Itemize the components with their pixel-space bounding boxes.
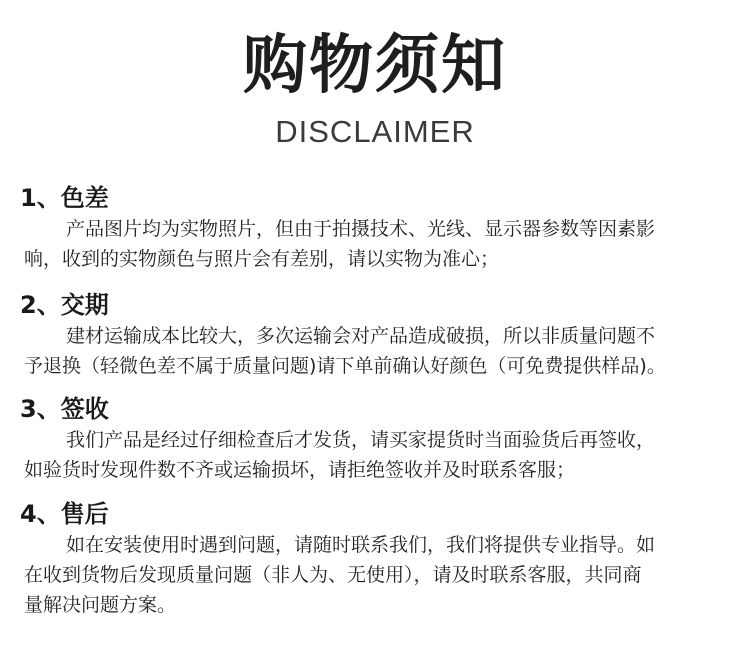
section-text-line: 如验货时发现件数不齐或运输损坏，请拒绝签收并及时联系客服； [24, 459, 576, 481]
section-heading: 1、色差 [20, 184, 109, 212]
page-title: 购物须知 [243, 29, 507, 103]
section-text-line: 产品图片均为实物照片，但由于拍摄技术、光线、显示器参数等因素影 [66, 218, 656, 240]
section-heading: 4、售后 [20, 500, 109, 528]
section-text-line: 在收到货物后发现质量问题（非人为、无使用），请及时联系客服，共同商 [24, 564, 642, 586]
section-text-line: 建材运输成本比较大，多次运输会对产品造成破损，所以非质量问题不 [66, 325, 656, 347]
section-text-line: 我们产品是经过仔细检查后才发货，请买家提货时当面验货后再签收， [66, 429, 656, 451]
section-heading: 3、签收 [20, 395, 109, 423]
section-text-line: 如在安装使用时遇到问题，请随时联系我们，我们将提供专业指导。如 [66, 534, 656, 556]
section-heading: 2、交期 [20, 291, 109, 319]
section-text-line: 量解决问题方案。 [24, 594, 177, 616]
page-subtitle: DISCLAIMER [275, 114, 475, 149]
section-text-line: 予退换（轻微色差不属于质量问题)请下单前确认好颜色（可免费提供样品)。 [24, 355, 666, 377]
section-text-line: 响，收到的实物颜色与照片会有差别，请以实物为准心； [24, 248, 500, 270]
